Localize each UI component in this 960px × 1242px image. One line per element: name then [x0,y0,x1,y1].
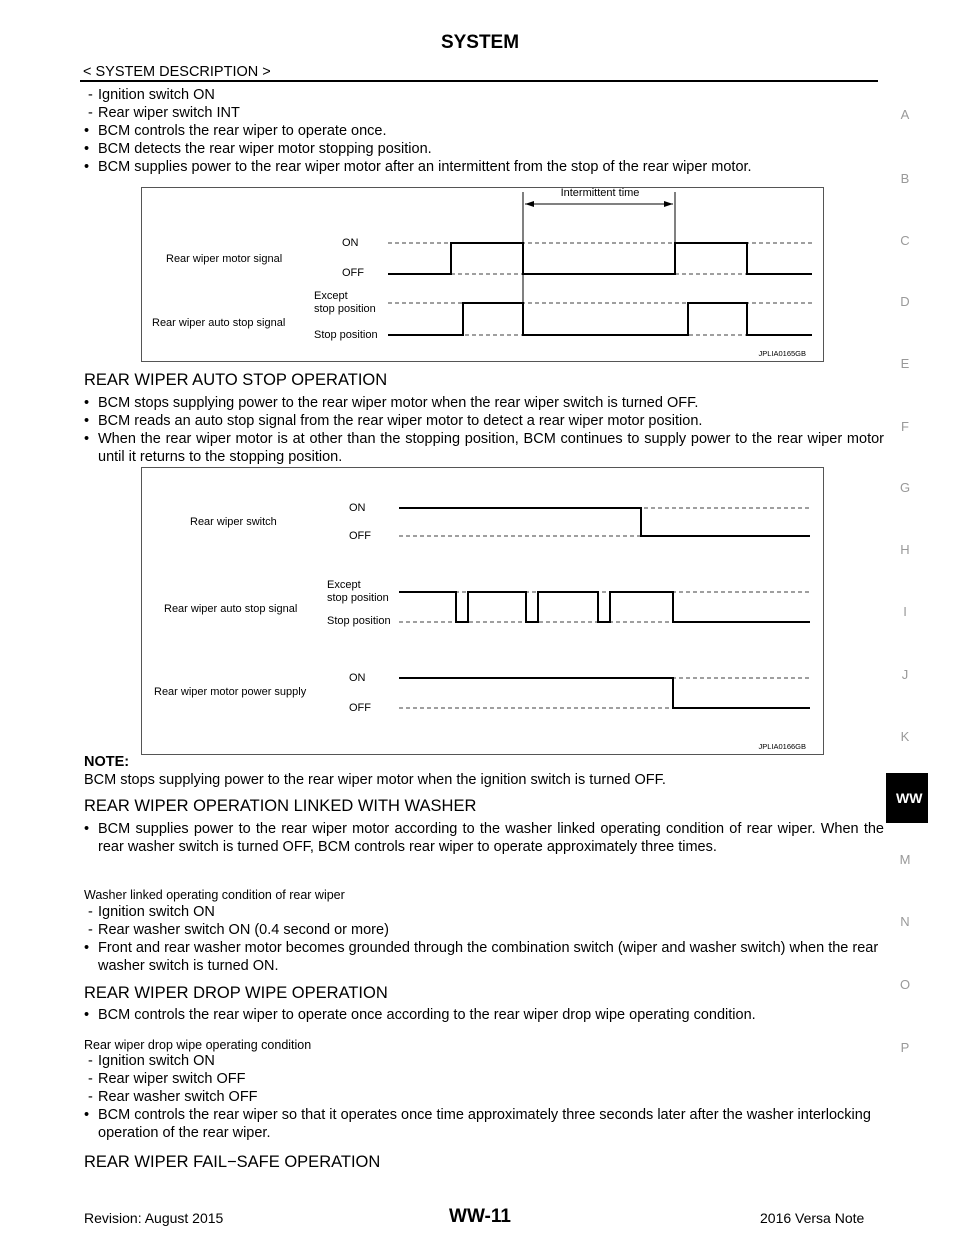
footer-revision: Revision: August 2015 [84,1210,224,1226]
list-item: • Front and rear washer motor becomes grounded through the combination switch (wiper and washer switch) when the rear washer switch is turned ON. [84,939,884,975]
washer-description [84,820,884,856]
side-tab-o[interactable]: O [899,977,911,992]
list-item: • BCM controls the rear wiper so that it operates once time approximately three seconds later after the washer interlocking operation of the rear wiper. [84,1106,884,1142]
state-label-stop: Stop position [314,329,378,341]
side-tab-f[interactable]: F [901,419,909,434]
page-number: WW-11 [449,1206,511,1227]
state-label-off: OFF [349,530,371,542]
list-item: • When the rear wiper motor is at other than the stopping position, BCM continues to supply power to the rear wiper motor until it returns to the stopping position. [84,430,884,466]
timing-figure-auto-stop [141,467,824,755]
list-item: • BCM detects the rear wiper motor stopping position. [84,140,884,158]
state-label-except: stop position [327,592,389,604]
side-tab-b[interactable]: B [900,171,910,186]
list-item: - Rear wiper switch INT [84,104,884,122]
side-tab-j[interactable]: J [901,667,909,682]
section-heading-fail-safe: REAR WIPER FAIL−SAFE OPERATION [84,1153,381,1171]
list-item: - Ignition switch ON [84,903,884,921]
section-heading-drop-wipe: REAR WIPER DROP WIPE OPERATION [84,984,388,1002]
side-tab-k[interactable]: K [900,729,910,744]
side-tab-m[interactable]: M [899,852,911,867]
state-label-stop: Stop position [327,615,391,627]
row-label: Rear wiper motor signal [166,253,283,265]
footer-model: 2016 Versa Note [760,1210,865,1226]
state-label-on: ON [342,237,359,249]
auto-stop-waveform [399,592,810,622]
timing-figure-intermittent [141,187,824,362]
drop-wipe-description [84,1006,884,1024]
figure-code: JPLIA0165GB [758,349,806,358]
note-text: BCM stops supplying power to the rear wiper motor when the ignition switch is turned OFF. [84,772,666,788]
section-heading-auto-stop: REAR WIPER AUTO STOP OPERATION [84,371,388,389]
side-tab-e[interactable]: E [900,356,910,371]
state-label-on: ON [349,502,366,514]
list-item: - Rear wiper switch OFF [84,1070,884,1088]
motor-signal-waveform [388,243,812,274]
state-label-off: OFF [342,267,364,279]
arrowhead-right-icon [664,201,673,207]
timing-diagram [142,188,823,361]
section-heading-washer: REAR WIPER OPERATION LINKED WITH WASHER [84,797,477,815]
state-label-except: Except [327,579,361,591]
intro-list [84,86,884,176]
side-tab-c[interactable]: C [900,233,910,248]
auto-stop-list [84,394,884,466]
side-tab-g[interactable]: G [899,480,911,495]
page-title: SYSTEM [440,32,520,53]
figure-code: JPLIA0166GB [758,742,806,751]
list-item: • BCM controls the rear wiper to operate once. [84,122,884,140]
side-tab-a[interactable]: A [900,107,910,122]
header-divider [80,80,878,82]
side-tab-n[interactable]: N [900,914,910,929]
row-label: Rear wiper motor power supply [154,686,307,698]
state-label-on: ON [349,672,366,684]
drop-wipe-condition-list [84,1052,884,1142]
washer-condition-list [84,903,884,975]
side-tab-i[interactable]: I [903,604,907,619]
side-tab-d[interactable]: D [900,294,910,309]
intermittent-label: Intermittent time [560,188,640,199]
state-label-except: stop position [314,303,376,315]
side-tab-ww[interactable]: WW [886,773,928,823]
auto-stop-waveform [388,303,812,335]
state-label-except: Except [314,290,348,302]
note-label: NOTE: [84,754,130,770]
timing-diagram [142,468,823,754]
note-block [84,753,884,789]
washer-condition-title: Washer linked operating condition of rear wiper [84,888,345,902]
section-breadcrumb: < SYSTEM DESCRIPTION > [83,64,271,80]
row-label: Rear wiper auto stop signal [152,317,286,329]
side-tab-h[interactable]: H [900,542,910,557]
list-item: - Rear washer switch OFF [84,1088,884,1106]
list-item: - Ignition switch ON [84,86,884,104]
list-item: • BCM supplies power to the rear wiper motor according to the washer linked operating condition of rear wiper. When the rear washer switch is turned OFF, BCM controls rear wiper to operate approximately three times. [84,820,884,856]
state-label-off: OFF [349,702,371,714]
row-label: Rear wiper auto stop signal [164,603,298,615]
list-item: • BCM supplies power to the rear wiper motor after an intermittent from the stop of the rear wiper motor. [84,158,884,176]
wiper-switch-waveform [399,508,810,536]
row-label: Rear wiper switch [190,516,277,528]
list-item: • BCM stops supplying power to the rear wiper motor when the rear wiper switch is turned OFF. [84,394,884,412]
drop-wipe-condition-title: Rear wiper drop wipe operating condition [84,1038,312,1052]
list-item: • BCM reads an auto stop signal from the rear wiper motor to detect a rear wiper motor position. [84,412,884,430]
power-supply-waveform [399,678,810,708]
list-item: - Rear washer switch ON (0.4 second or more) [84,921,884,939]
side-tab-p[interactable]: P [900,1040,910,1055]
list-item: - Ignition switch ON [84,1052,884,1070]
list-item: • BCM controls the rear wiper to operate once according to the rear wiper drop wipe operating condition. [84,1006,884,1024]
arrowhead-left-icon [525,201,534,207]
